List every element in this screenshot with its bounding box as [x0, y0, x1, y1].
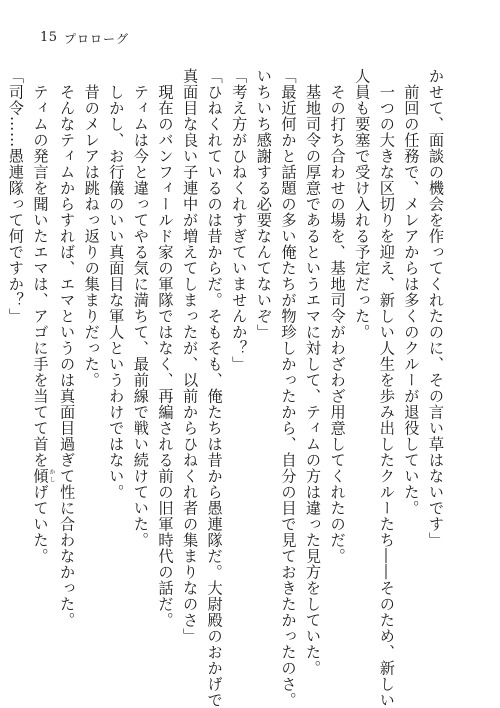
text-line: 真面目な良い子連中が増えてしまったが、以前からひねくれ者の集まりなのさ」 — [181, 68, 200, 644]
ruby-annotation: 傾かし — [31, 468, 55, 484]
text-line: 「最近何かと話題の多い俺たちが物珍しかったから、自分の目で見ておきたかったのさ。 — [279, 68, 298, 708]
text-line: そんなティムからすれば、エマというのは真面目過ぎて性に合わなかった。 — [58, 68, 77, 628]
text-line: かせて、面談の機会を作ってくれたのに、その言い草はないです」 — [427, 68, 445, 548]
text-line-with-ruby: ティムの発言を聞いたエマは、アゴに手を当てて首を傾かしげていた。 — [31, 68, 55, 564]
text-line: 現在のバンフィールド家の軍隊ではなく、再編される前の旧軍時代の話だ。 — [156, 68, 175, 628]
text-line: 基地司令の厚意であるというエマに対して、ティムの方は違った見方をしていた。 — [304, 68, 323, 676]
text-line: その打ち合わせの場を、基地司令がわざわざ用意してくれたのだ。 — [328, 68, 347, 564]
text-line: ティムは今と違ってやる気に満ちて、最前線で戦い続けていた。 — [131, 68, 150, 548]
text-line: 人員も要塞で受け入れる予定だった。 — [353, 68, 372, 340]
text-line: 「ひねくれているのは昔からだ。そもそも、俺たちは昔から愚連隊だ。大尉殿のおかげで — [205, 68, 224, 708]
text-line: 「司令……愚連隊って何ですか？」 — [6, 68, 25, 324]
text-line: しかし、お行儀のいい真面目な軍人というわけではない。 — [107, 68, 126, 500]
body-text — [3, 68, 448, 708]
text-line: 昔のメレアは跳ねっ返りの集まりだった。 — [82, 68, 101, 388]
page-number: 15 — [40, 30, 58, 45]
chapter-title: プロローグ — [64, 32, 130, 46]
text-line: 一つの大きな区切りを迎え、新しい人生を歩み出したクルーたち――そのため、新しい — [377, 68, 396, 708]
text-line: いちいち感謝する必要なんてないぞ」 — [254, 68, 273, 340]
text-line: 前回の任務で、メレアからは多くのクルーが退役していた。 — [402, 68, 421, 516]
ruby-reading: かし — [48, 468, 55, 484]
text-line: 「考え方がひねくれすぎていませんか？」 — [230, 68, 249, 372]
